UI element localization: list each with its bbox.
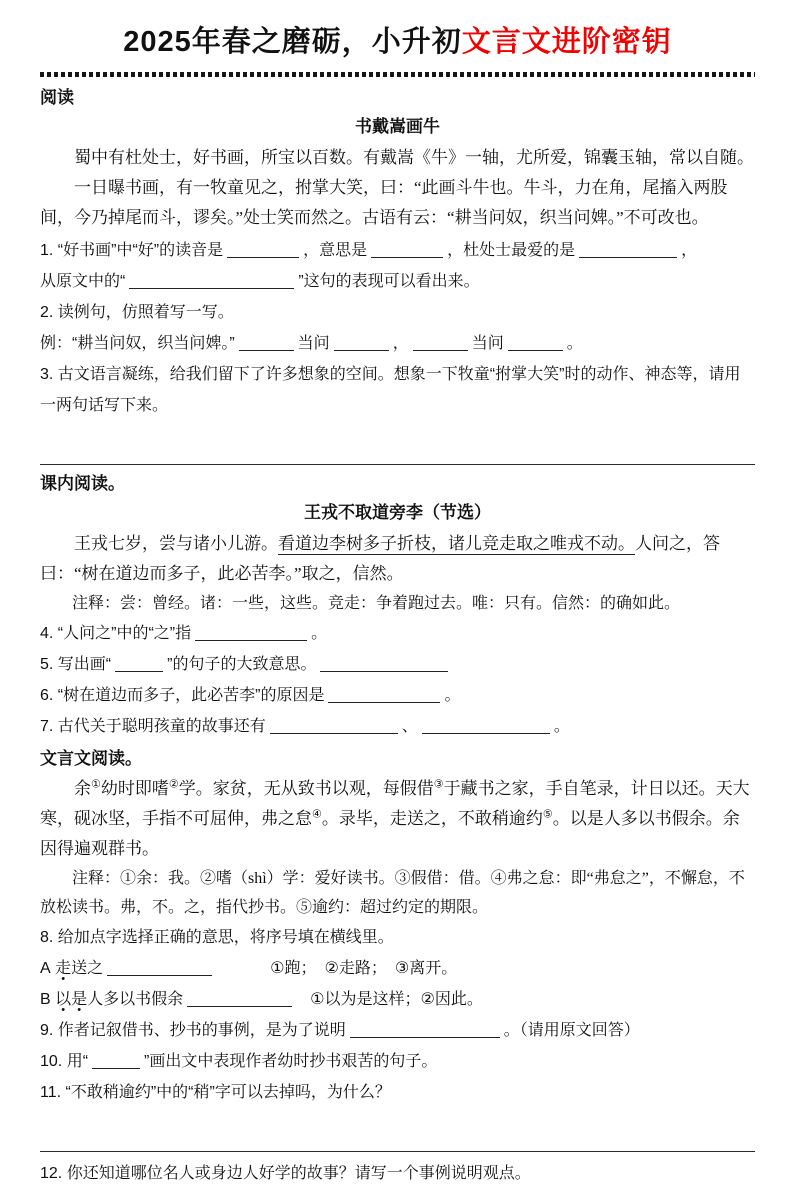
question-8a-dotted-char: 走 — [55, 960, 72, 977]
question-2-example-text-a: 例：“耕当问奴，织当问婢。” — [40, 335, 235, 352]
note-ref-5: ⑤ — [542, 808, 553, 821]
question-7-text-b: 、 — [401, 718, 418, 735]
question-2-example-text-b: 当问 — [297, 335, 330, 352]
question-8b-text: 人多以书假余 — [87, 991, 184, 1008]
question-11: 11. “不敢稍逾约”中的“稍”字可以去掉吗，为什么？ — [40, 1084, 391, 1101]
blank-line — [195, 626, 307, 641]
question-9-text-b: 。（请用原文回答） — [503, 1022, 640, 1039]
question-8a-label: A — [40, 960, 51, 977]
blank-line — [320, 657, 448, 672]
question-4 — [40, 618, 755, 649]
question-1-text-d: ， — [681, 242, 698, 259]
question-4-text-b: 。 — [311, 625, 328, 642]
question-7 — [40, 711, 755, 742]
question-8-option-a — [40, 953, 755, 984]
passage-2-text-post: 人问之，答曰：“树在道边而多子，此必苦李。”取之，信然。 — [40, 534, 720, 583]
question-1-text-e: 从原文中的“ — [40, 273, 126, 290]
blank-line — [579, 243, 677, 258]
question-12: 12. 你还知道哪位名人或身边人好学的故事？请写一个事例说明观点。 — [40, 1165, 531, 1182]
question-5-text-b: ”的句子的大致意思。 — [167, 656, 317, 673]
dotted-divider — [40, 72, 755, 77]
question-2: 2. 读例句，仿照着写一写。 — [40, 304, 234, 321]
blank-line — [350, 1023, 500, 1038]
passage-3-text — [40, 774, 755, 864]
note-ref-4: ④ — [312, 808, 322, 821]
question-5 — [40, 649, 755, 680]
section-heading-in-class-reading: 课内阅读。 — [40, 474, 125, 493]
answer-line — [40, 1108, 755, 1152]
passage-2-underlined-sentence: 看道边李树多子折枝，诸儿竞走取之唯戎不动。 — [278, 534, 635, 553]
blank-line — [422, 719, 550, 734]
question-2-example-text-d: 当问 — [471, 335, 504, 352]
passage-3-notes: 注释：①余：我。②嗜（shì）学：爱好读书。③假借：借。④弗之怠：即“弗怠之”，不懈怠，不放松读书。弗，不。之，指代抄书。⑤逾约：超过约定的期限。 — [40, 870, 745, 916]
note-ref-2: ② — [168, 778, 179, 791]
question-10-text-a: 10. 用“ — [40, 1053, 89, 1070]
question-4-text-a: 4. “人问之”中的“之”指 — [40, 625, 192, 642]
note-ref-1: ① — [91, 778, 101, 791]
question-1-text-a: 1. “好书画”中“好”的读音是 — [40, 242, 224, 259]
blank-line — [92, 1054, 140, 1069]
question-7-text-c: 。 — [553, 718, 570, 735]
blank-line — [187, 992, 292, 1007]
blank-line — [107, 961, 212, 976]
question-2-example — [40, 328, 755, 359]
section-heading-classical-reading: 文言文阅读。 — [40, 749, 142, 768]
page-title-red: 文言文进阶密钥 — [461, 26, 672, 58]
question-9 — [40, 1015, 755, 1046]
question-5-text-a: 5. 写出画“ — [40, 656, 112, 673]
blank-line — [227, 243, 299, 258]
passage-3-text-1: 余 — [74, 779, 91, 798]
section-heading-reading: 阅读 — [40, 88, 74, 107]
question-8b-label: B — [40, 991, 51, 1008]
question-2-example-text-e: 。 — [566, 335, 583, 352]
question-8b-dotted-char-1: 以 — [55, 991, 72, 1008]
blank-line — [508, 336, 563, 351]
passage-2-text — [40, 529, 755, 589]
passage-1-para-1: 蜀中有杜处士，好书画，所宝以百数。有戴嵩《牛》一轴，尤所爱，锦囊玉轴，常以自随。 — [74, 148, 754, 167]
blank-line — [413, 336, 468, 351]
passage-1-title: 书戴嵩画牛 — [355, 117, 440, 136]
question-8-option-b — [40, 984, 755, 1015]
passage-3-text-2: 幼时即嗜 — [100, 779, 169, 798]
question-1-text-c: ，杜处士最爱的是 — [447, 242, 576, 259]
blank-line — [270, 719, 398, 734]
passage-1-para-2: 一日曝书画，有一牧童见之，拊掌大笑，曰：“此画斗牛也。牛斗，力在角，尾搐入两股间，今乃掉尾而斗，谬矣。”处士笑而然之。古语有云：“耕当问奴，织当问婢。”不可改也。 — [40, 178, 728, 227]
question-8: 8. 给加点字选择正确的意思，将序号填在横线里。 — [40, 929, 394, 946]
question-8a-text: 送之 — [71, 960, 104, 977]
blank-line — [115, 657, 163, 672]
blank-line — [334, 336, 389, 351]
question-9-text-a: 9. 作者记叙借书、抄书的事例，是为了说明 — [40, 1022, 346, 1039]
page-title — [40, 22, 755, 62]
question-8b-dotted-char-2: 是 — [71, 991, 88, 1008]
blank-line — [129, 274, 294, 289]
note-ref-3: ③ — [433, 778, 444, 791]
page-title-black: 2025年春之磨砺，小升初 — [123, 26, 462, 58]
question-1-text-f: ”这句的表现可以看出来。 — [298, 273, 480, 290]
question-1-text-b: ，意思是 — [303, 242, 368, 259]
passage-3-text-6: 。以是人多以书假余。余因得遍观群书。 — [40, 809, 740, 858]
question-3: 3. 古文语言凝练，给我们留下了许多想象的空间。想象一下牧童“拊掌大笑”时的动作、神态等，请用一两句话写下来。 — [40, 366, 741, 414]
question-6-text-b: 。 — [444, 687, 461, 704]
question-10 — [40, 1046, 755, 1077]
question-10-text-b: ”画出文中表现作者幼时抄书艰苦的句子。 — [144, 1053, 438, 1070]
passage-2-notes: 注释：尝：曾经。诸：一些，这些。竞走：争着跑过去。唯：只有。信然：的确如此。 — [72, 595, 681, 612]
answer-line — [40, 441, 755, 465]
passage-3-text-4: 于藏书之家，手自笔录，计日以还。天大寒，砚冰坚，手指不可屈伸，弗之怠 — [40, 779, 750, 828]
question-6-text-a: 6. “树在道边而多子，此必苦李”的原因是 — [40, 687, 325, 704]
question-7-text-a: 7. 古代关于聪明孩童的故事还有 — [40, 718, 266, 735]
blank-line — [371, 243, 443, 258]
question-6 — [40, 680, 755, 711]
passage-2-text-pre: 王戎七岁，尝与诸小儿游。 — [74, 534, 278, 553]
question-8b-options: ①以为是这样；②因此。 — [310, 991, 483, 1008]
question-8a-options: ①跑； ②走路； ③离开。 — [270, 960, 458, 977]
passage-3-text-3: 学。家贫，无从致书以观，每假借 — [178, 779, 434, 798]
passage-3-text-5: 。录毕，走送之，不敢稍逾约 — [321, 809, 543, 828]
passage-2-title: 王戎不取道旁李（节选） — [304, 503, 491, 522]
question-2-example-text-c: ， — [392, 335, 409, 352]
blank-line — [328, 688, 440, 703]
question-1 — [40, 235, 755, 297]
blank-line — [239, 336, 294, 351]
